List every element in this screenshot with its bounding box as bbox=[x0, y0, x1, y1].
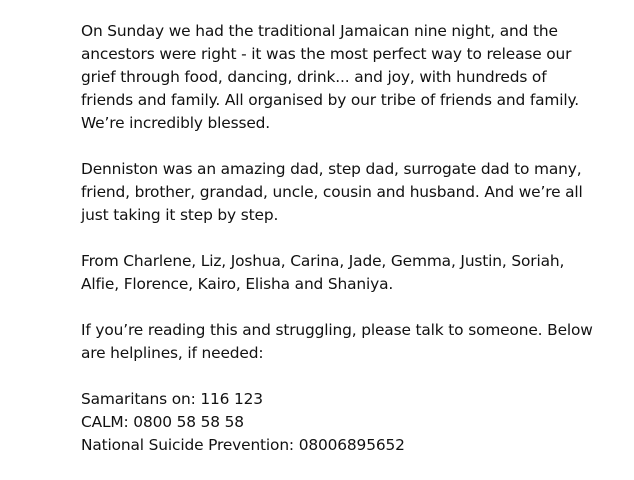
text-line: grief through food, dancing, drink... and joy, with hundreds of bbox=[81, 68, 547, 86]
text-line: just taking it step by step. bbox=[81, 206, 279, 224]
text-line: If you’re reading this and struggling, please talk to someone. Below bbox=[81, 321, 593, 339]
helpline-national-suicide-prevention: National Suicide Prevention: 08006895652 bbox=[81, 436, 405, 454]
paragraph-support-message bbox=[81, 319, 626, 365]
paragraph-tribute bbox=[81, 158, 626, 227]
text-line: Alfie, Florence, Kairo, Elisha and Shaniya. bbox=[81, 275, 394, 293]
text-line: friends and family. All organised by our tribe of friends and family. bbox=[81, 91, 579, 109]
text-line: ancestors were right - it was the most perfect way to release our bbox=[81, 45, 572, 63]
paragraph-nine-night bbox=[81, 20, 626, 135]
helpline-calm: CALM: 0800 58 58 58 bbox=[81, 413, 244, 431]
paragraph-signatories bbox=[81, 250, 626, 296]
helpline-list bbox=[81, 388, 626, 457]
text-line: are helplines, if needed: bbox=[81, 344, 264, 362]
text-line: From Charlene, Liz, Joshua, Carina, Jade, Gemma, Justin, Soriah, bbox=[81, 252, 565, 270]
document-body bbox=[81, 20, 626, 480]
text-line: Denniston was an amazing dad, step dad, surrogate dad to many, bbox=[81, 160, 582, 178]
text-line: We’re incredibly blessed. bbox=[81, 114, 271, 132]
text-line: On Sunday we had the traditional Jamaican nine night, and the bbox=[81, 22, 558, 40]
text-line: friend, brother, grandad, uncle, cousin and husband. And we’re all bbox=[81, 183, 583, 201]
helpline-samaritans: Samaritans on: 116 123 bbox=[81, 390, 263, 408]
